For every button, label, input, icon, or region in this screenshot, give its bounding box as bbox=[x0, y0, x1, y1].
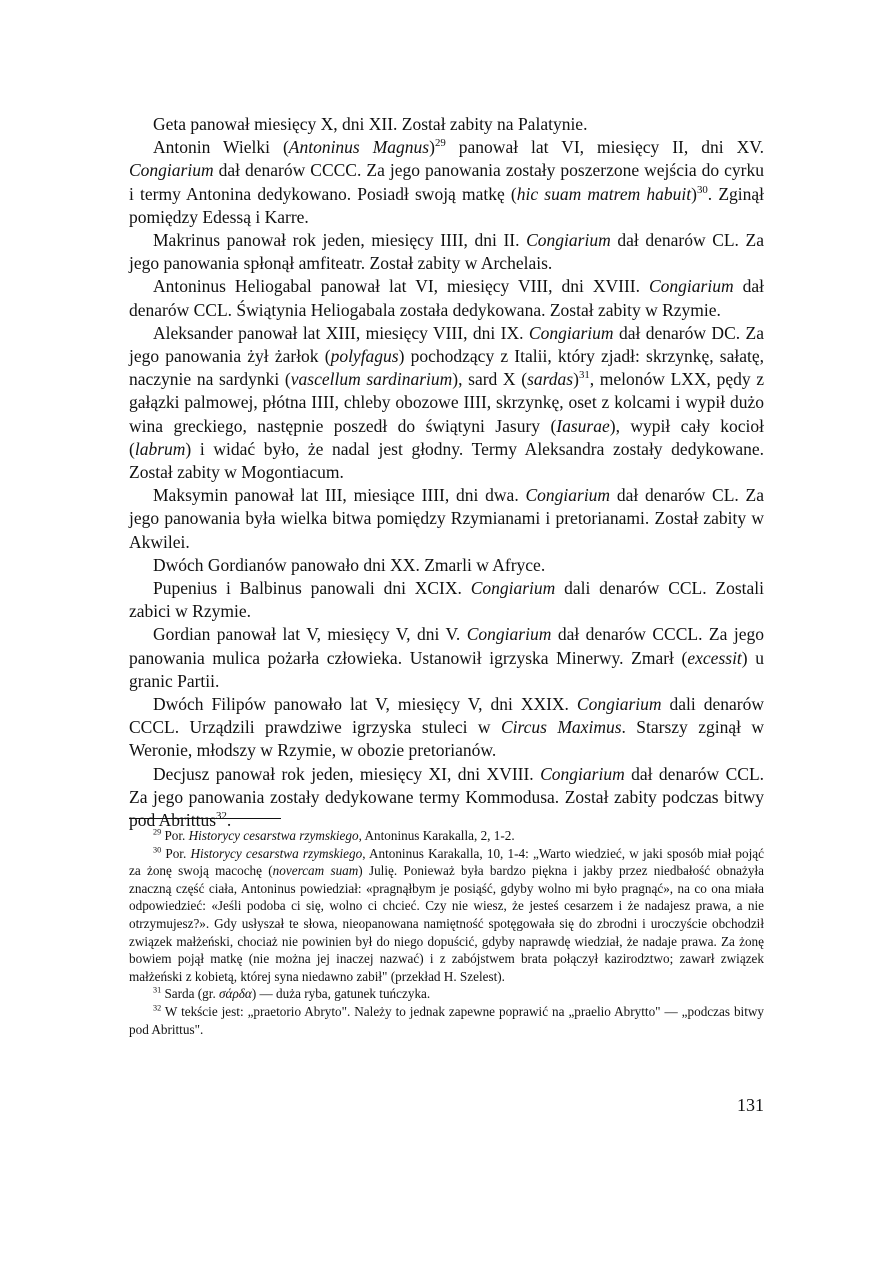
italic-text: Circus Maximus bbox=[500, 717, 622, 738]
italic-text: excessit bbox=[687, 647, 742, 668]
text-run: . Starszy zginął w Weronie, młodszy w Rzymie, w obozie pretorianów. bbox=[129, 717, 764, 761]
text-run: dał denarów CCL. Za jego panowania zostały dedykowane termy Kommodusa. Został zabity podczas bitwy pod Abrittus bbox=[129, 763, 765, 831]
text-run: dali denarów CCL. Zostali zabici w Rzymie. bbox=[129, 578, 764, 622]
paragraph bbox=[129, 229, 764, 275]
text-run: ), sard X ( bbox=[452, 369, 528, 390]
footnote bbox=[129, 1003, 764, 1038]
text-run: Geta panował miesięcy X, dni XII. Został zabity na Palatynie. bbox=[153, 114, 588, 134]
main-text bbox=[129, 113, 764, 832]
text-run: Dwóch Gordianów panowało dni XX. Zmarli w Afryce. bbox=[153, 554, 546, 575]
footnote-ref: 31 bbox=[153, 985, 162, 995]
text-run: ) — duża ryba, gatunek tuńczyka. bbox=[251, 986, 431, 1002]
paragraph bbox=[129, 554, 764, 577]
footnote bbox=[129, 845, 764, 986]
text-run: dali denarów CCCL. Urządzili prawdziwe igrzyska stuleci w bbox=[129, 694, 764, 738]
text-run: Maksymin panował lat III, miesiące IIII, dni dwa. bbox=[153, 485, 526, 506]
italic-text: σάρδα bbox=[219, 986, 252, 1002]
text-run: panował lat VI, miesięcy II, dni XV. bbox=[445, 137, 764, 158]
text-run: Makrinus panował rok jeden, miesięcy IIII, dni II. bbox=[153, 230, 527, 251]
text-run: Antoninus Heliogabal panował lat VI, miesięcy VIII, dni XVIII. bbox=[153, 276, 649, 297]
footnote-ref: 29 bbox=[153, 827, 162, 837]
text-run: . bbox=[226, 810, 232, 831]
text-run: ) bbox=[429, 137, 435, 158]
footnote-ref: 32 bbox=[153, 1003, 162, 1013]
text-run: ) bbox=[573, 369, 579, 390]
text-run: Pupenius i Balbinus panowali dni XCIX. bbox=[153, 578, 471, 599]
italic-text: Congiarium bbox=[540, 763, 625, 784]
paragraph bbox=[129, 693, 764, 763]
italic-text: Congiarium bbox=[470, 578, 556, 599]
italic-text: polyfagus bbox=[330, 346, 399, 367]
paragraph bbox=[129, 763, 764, 833]
italic-text: Historycy cesarstwa rzymskiego bbox=[188, 828, 359, 843]
text-run: dał denarów CCCL. Za jego panowania mulica pożarła człowieka. Ustanowił igrzyska Minerwy. Zmarł ( bbox=[129, 624, 764, 668]
paragraph bbox=[129, 623, 764, 693]
footnote-ref: 29 bbox=[434, 137, 446, 150]
paragraph bbox=[129, 322, 764, 484]
italic-text: Historycy cesarstwa rzymskiego bbox=[190, 845, 363, 861]
text-run: dał denarów CCL. Świątynia Heliogabala została dedykowana. Został zabity w Rzymie. bbox=[129, 276, 765, 320]
text-run: . Zginął pomiędzy Edessą i Karre. bbox=[129, 183, 765, 227]
text-run: ) pochodzący z Italii, który zjadł: skrzynkę, sałatę, naczynie na sardynki ( bbox=[129, 346, 764, 390]
text-run: Dwóch Filipów panowało lat V, miesięcy V, dni XXIX. bbox=[153, 694, 577, 715]
text-run: dał denarów CL. Za jego panowania spłonął amfiteatr. Został zabity w Archelais. bbox=[129, 230, 764, 274]
italic-text: Congiarium bbox=[528, 322, 614, 343]
paragraph bbox=[129, 136, 764, 229]
footnote-ref: 32 bbox=[216, 810, 227, 823]
text-run: ) i widać było, że nadal jest głodny. Termy Aleksandra zostały dedykowane. Został zabity w Mogontiacum. bbox=[129, 438, 764, 483]
text-run: dał denarów DC. Za jego panowania żył żarłok ( bbox=[129, 322, 764, 367]
text-run: dał denarów CCCC. Za jego panowania zostały poszerzone wejścia do cyrku i termy Antonina dedykowano. Posiadł swoją matkę ( bbox=[129, 160, 764, 204]
text-run: Aleksander panował lat XIII, miesięcy VIII, dni IX. bbox=[153, 322, 529, 343]
italic-text: sardas bbox=[527, 369, 574, 390]
paragraph bbox=[129, 577, 764, 623]
footnote-ref: 30 bbox=[153, 845, 162, 855]
footnotes bbox=[129, 827, 764, 1038]
text-run: Decjusz panował rok jeden, miesięcy XI, dni XVIII. bbox=[153, 763, 541, 784]
italic-text: Congiarium bbox=[526, 230, 611, 251]
footnote bbox=[129, 827, 764, 845]
text-run: , Antoninus Karakalla, 2, 1-2. bbox=[358, 828, 515, 843]
page-number: 131 bbox=[737, 1095, 764, 1115]
italic-text: Congiarium bbox=[525, 485, 611, 506]
text-run: Antonin Wielki ( bbox=[153, 137, 289, 158]
text-run: ), wypił cały kocioł ( bbox=[129, 415, 764, 459]
italic-text: Congiarium bbox=[466, 624, 552, 645]
text-run: W tekście jest: „praetorio Abryto". Należy to jednak zapewne poprawić na „praelio Abrytto" — „podczas bitwy pod Abrittus". bbox=[129, 1003, 764, 1037]
text-run: ) bbox=[691, 183, 697, 204]
paragraph bbox=[129, 275, 764, 321]
italic-text: Congiarium bbox=[129, 160, 214, 181]
italic-text: novercam suam bbox=[272, 863, 359, 879]
footnote bbox=[129, 985, 764, 1003]
text-run: , Antoninus Karakalla, 10, 1-4: „Warto wiedzieć, w jaki sposób miał pojąć za żonę swoją macochę ( bbox=[129, 845, 764, 879]
text-run: Por. bbox=[161, 845, 191, 861]
paragraph bbox=[129, 113, 764, 136]
footnote-separator bbox=[129, 818, 281, 819]
text-run: , melonów LXX, pędy z gałązki palmowej, płótna IIII, chleby obozowe IIII, skrzynkę, oset z kolcami i wypił dużo wina greckiego, następnie poszedł do świątyni Jasury ( bbox=[129, 369, 765, 436]
footnote-ref: 30 bbox=[696, 183, 708, 196]
italic-text: hic suam matrem habuit bbox=[516, 183, 692, 204]
italic-text: Antoninus Magnus bbox=[288, 137, 430, 158]
text-run: Gordian panował lat V, miesięcy V, dni V. bbox=[153, 624, 467, 645]
italic-text: vascellum sardinarium bbox=[290, 369, 453, 390]
italic-text: labrum bbox=[134, 438, 186, 459]
italic-text: Congiarium bbox=[576, 694, 662, 715]
text-run: Por. bbox=[161, 828, 189, 843]
text-run: Sarda (gr. bbox=[161, 986, 220, 1002]
italic-text: Iasurae bbox=[556, 415, 610, 436]
text-run: ) u granic Partii. bbox=[129, 647, 764, 691]
paragraph bbox=[129, 484, 764, 554]
text-run: ) Julię. Ponieważ była bardzo piękna i jakby przez niedbałość obnażyła znaczną część ciała, Antoninus powiedział: «pragnąłbym je posiąść, gdyby wolno mi było pragnąć», na co ona miała odpowiedzieć: «Jeśli podoba ci się, wolno ci chcieć. Czy nie wiesz, że jesteś cesarzem i że nadajesz prawa, a nie otrzymujesz?». Gdy usłyszał te słowa, nieopanowana namiętność spotęgowała się do zbrodni i uroczyście obchodził związek małżeński, chociaż nie powinien był do niego dopuścić, gdyby naprawdę wiedział, że nadaje prawa. Za żonę bowiem pojął matkę (nie można jej inaczej nazwać) i z zabójstwem brata połączył kazirodztwo; zawarł związek małżeński z kobietą, której syna niedawno zabił" (przekład H. Szelest). bbox=[129, 863, 765, 984]
italic-text: Congiarium bbox=[649, 276, 734, 297]
text-run: dał denarów CL. Za jego panowania była wielka bitwa pomiędzy Rzymianami i pretorianami. Został zabity w Akwilei. bbox=[129, 485, 764, 552]
footnote-ref: 31 bbox=[578, 369, 590, 382]
